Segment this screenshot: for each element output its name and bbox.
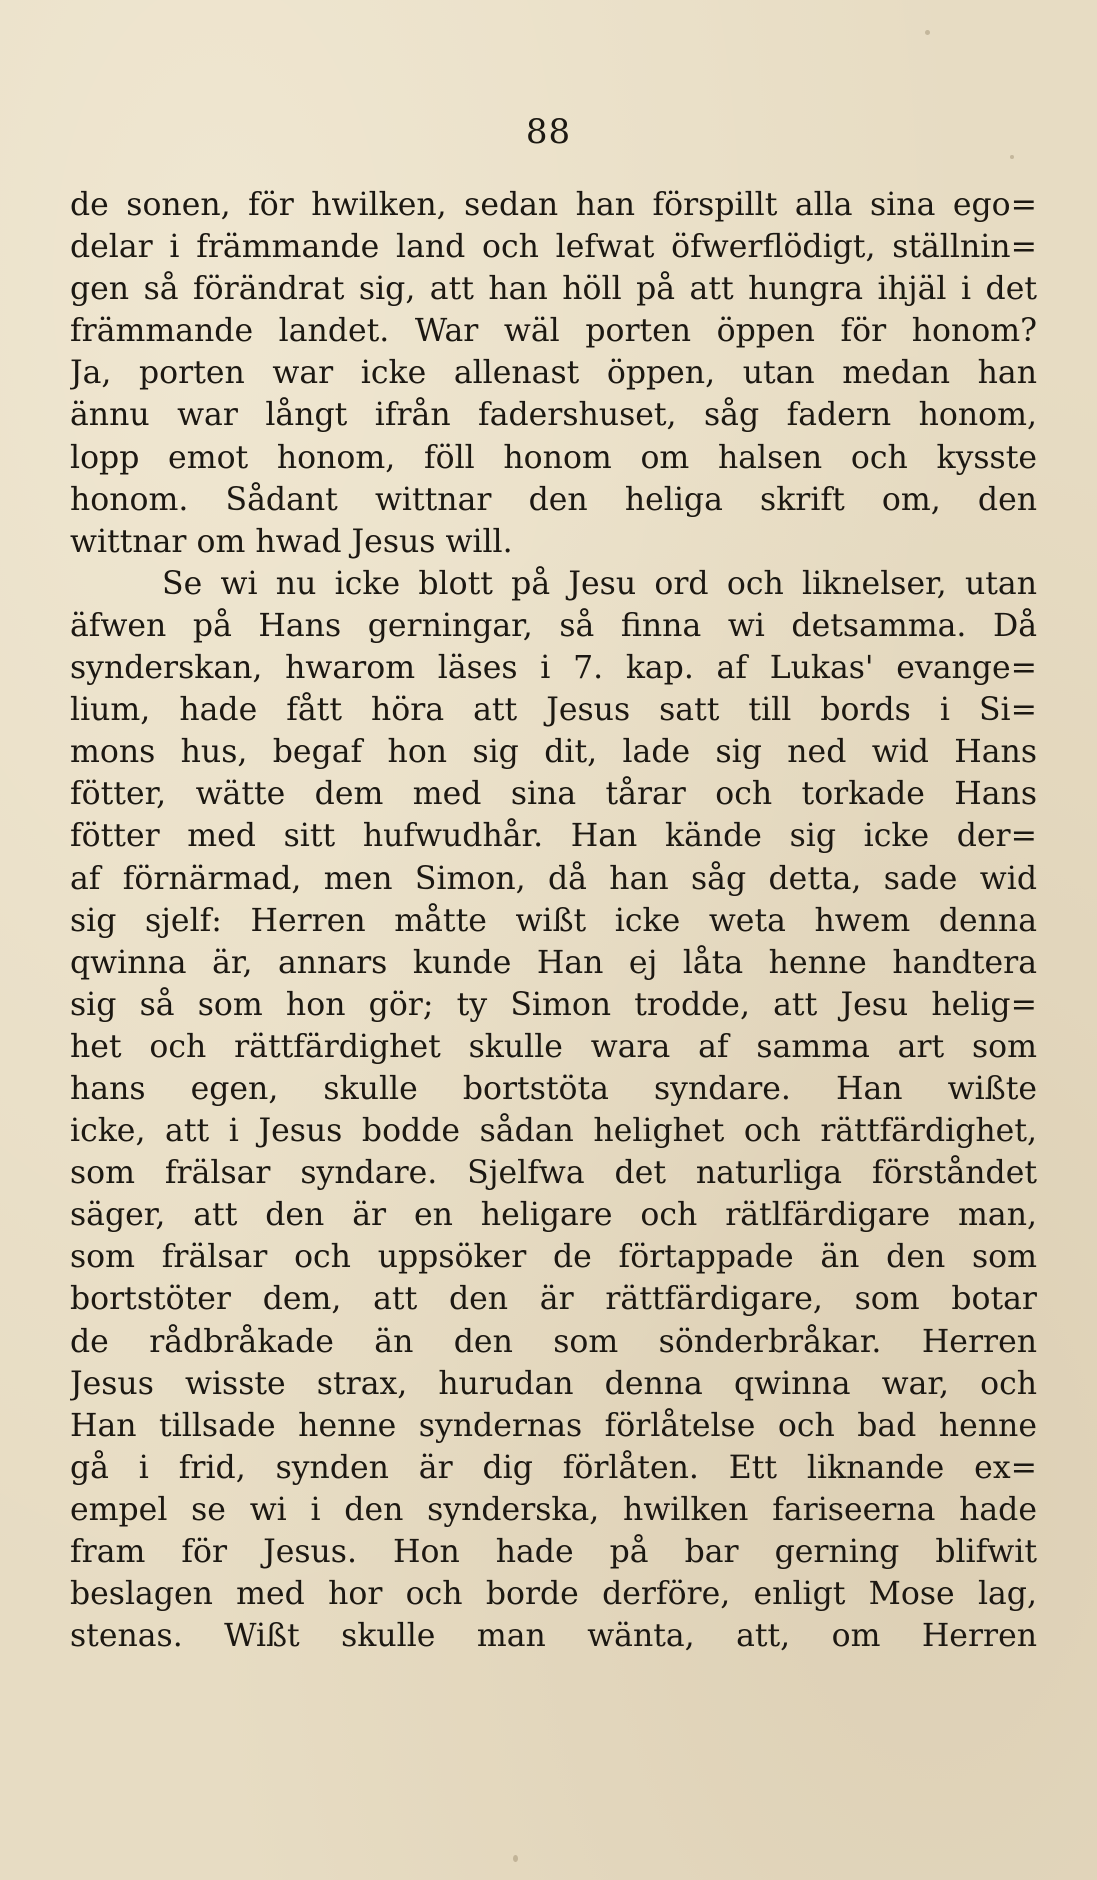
text-line-7: lopp emot honom, föll honom om halsen och kysste bbox=[70, 439, 1037, 476]
paper-speck bbox=[1010, 155, 1014, 159]
text-line-4: främmande landet. War wäl porten öppen för honom? bbox=[70, 313, 1037, 350]
text-line-23: icke, att i Jesus bodde sådan helighet och rättfärdighet, bbox=[70, 1113, 1037, 1150]
text-line-10: Se wi nu icke blott på Jesu ord och liknelser, utan bbox=[162, 565, 1037, 602]
text-line-30: Han tillsade henne syndernas förlåtelse och bad henne bbox=[70, 1407, 1037, 1444]
text-line-5: Ja, porten war icke allenast öppen, utan medan han bbox=[70, 355, 1037, 392]
text-line-22: hans egen, skulle bortstöta syndare. Han wißte bbox=[70, 1070, 1037, 1107]
text-line-33: fram för Jesus. Hon hade på bar gerning blifwit bbox=[70, 1534, 1037, 1570]
text-line-15: fötter, wätte dem med sina tårar och torkade Hans bbox=[70, 776, 1037, 813]
text-line-25: säger, att den är en heligare och rätlfärdigare man, bbox=[70, 1197, 1037, 1234]
text-line-9: wittnar om hwad Jesus will. bbox=[70, 523, 513, 560]
text-line-8: honom. Sådant wittnar den heliga skrift om, den bbox=[70, 481, 1037, 518]
text-line-6: ännu war långt ifrån fadershuset, såg fadern honom, bbox=[70, 397, 1037, 434]
text-line-12: synderskan, hwarom läses i 7. kap. af Lukas' evange= bbox=[70, 650, 1037, 687]
text-line-16: fötter med sitt hufwudhår. Han kände sig icke der= bbox=[70, 818, 1037, 855]
text-line-20: sig så som hon gör; ty Simon trodde, att Jesu helig= bbox=[70, 986, 1037, 1023]
text-line-3: gen så förändrat sig, att han höll på att hungra ihjäl i det bbox=[70, 271, 1037, 308]
text-line-35: stenas. Wißt skulle man wänta, att, om Herren bbox=[70, 1618, 1037, 1655]
paper-speck bbox=[925, 30, 930, 35]
text-line-14: mons hus, begaf hon sig dit, lade sig ned wid Hans bbox=[70, 734, 1037, 771]
text-line-1: de sonen, för hwilken, sedan han förspillt alla sina ego= bbox=[70, 187, 1037, 223]
text-line-31: gå i frid, synden är dig förlåten. Ett liknande ex= bbox=[70, 1449, 1037, 1486]
text-line-34: beslagen med hor och borde derföre, enligt Mose lag, bbox=[70, 1576, 1037, 1613]
text-line-24: som frälsar syndare. Sjelfwa det naturliga förståndet bbox=[70, 1155, 1037, 1192]
text-line-29: Jesus wisste strax, hurudan denna qwinna war, och bbox=[70, 1365, 1037, 1402]
text-line-18: sig sjelf: Herren måtte wißt icke weta hwem denna bbox=[70, 902, 1037, 939]
text-line-26: som frälsar och uppsöker de förtappade än den som bbox=[70, 1239, 1037, 1276]
text-line-2: delar i främmande land och lefwat öfwerflödigt, ställnin= bbox=[70, 229, 1037, 266]
text-line-17: af förnärmad, men Simon, då han såg detta, sade wid bbox=[70, 860, 1037, 897]
text-line-13: lium, hade fått höra att Jesus satt till bords i Si= bbox=[70, 692, 1037, 729]
page-number: 88 bbox=[525, 112, 572, 152]
text-line-32: empel se wi i den synderska, hwilken fariseerna hade bbox=[70, 1491, 1037, 1528]
text-line-11: äfwen på Hans gerningar, så finna wi detsamma. Då bbox=[70, 607, 1037, 644]
text-line-28: de rådbråkade än den som sönderbråkar. Herren bbox=[70, 1323, 1037, 1360]
text-line-19: qwinna är, annars kunde Han ej låta henne handtera bbox=[70, 944, 1037, 981]
text-line-27: bortstöter dem, att den är rättfärdigare, som botar bbox=[70, 1281, 1037, 1318]
body-text bbox=[70, 184, 1037, 1657]
text-line-21: het och rättfärdighet skulle wara af samma art som bbox=[70, 1028, 1037, 1065]
paper-speck bbox=[513, 1855, 518, 1862]
